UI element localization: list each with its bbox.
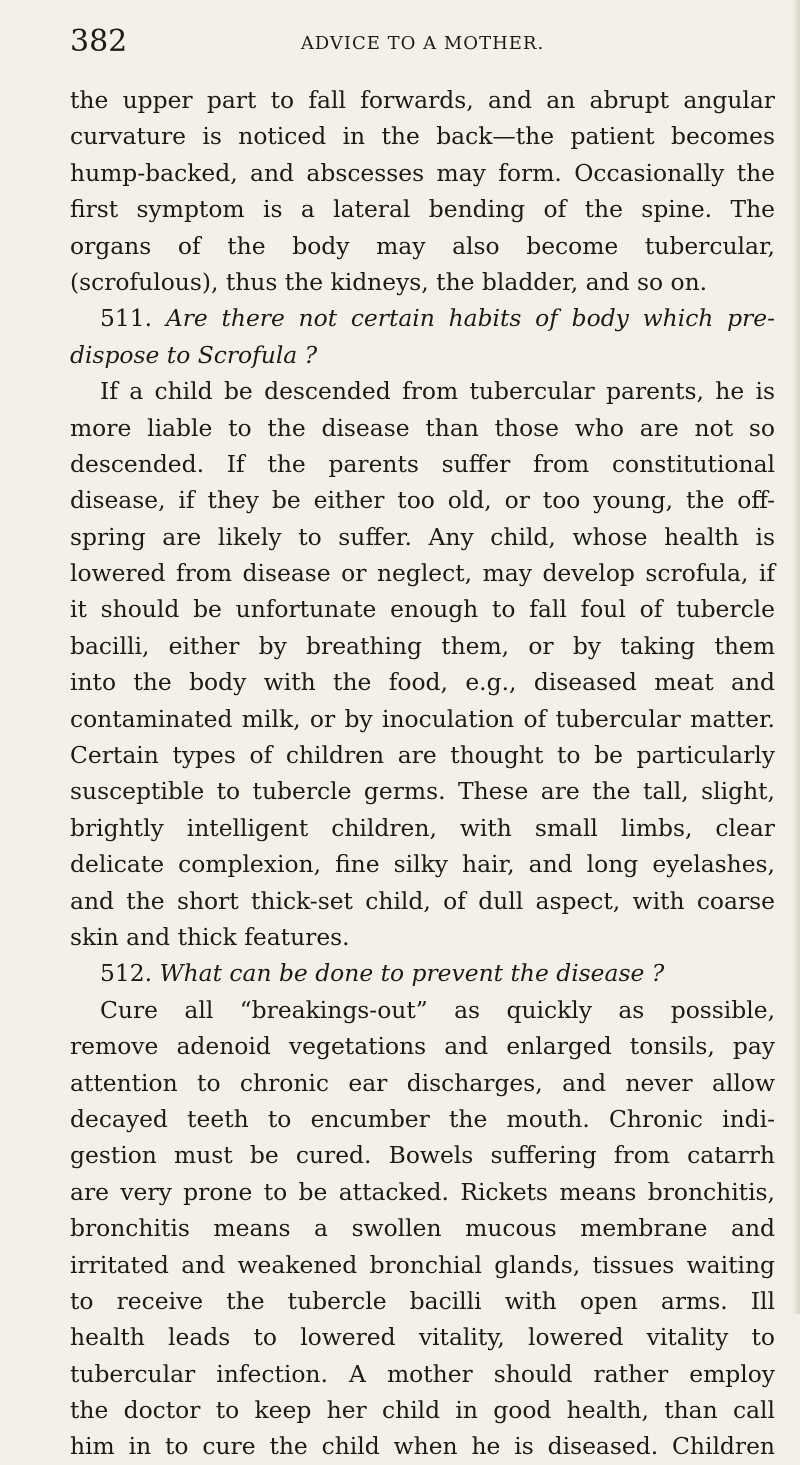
question-number: 512. — [100, 959, 153, 988]
question-line: dispose to Scrofula ? — [70, 340, 318, 369]
text-line: remove adenoid vegetations and enlarged tonsils, pay — [70, 1032, 775, 1061]
text-line: spring are likely to suffer. Any child, whose health is — [70, 522, 775, 551]
text-line: bacilli, either by breathing them, or by taking them — [70, 631, 775, 660]
text-line: descended. If the parents suffer from constitutional — [70, 449, 775, 478]
text-line: skin and thick features. — [70, 922, 350, 951]
text-line: the upper part to fall forwards, and an abrupt angular — [70, 86, 775, 114]
text-line: attention to chronic ear discharges, and never allow — [70, 1068, 775, 1097]
text-line: delicate complexion, fine silky hair, and long eyelashes, — [70, 850, 775, 879]
text-line: lowered from disease or neglect, may develop scrofula, if — [70, 559, 775, 588]
text-line: brightly intelligent children, with small limbs, clear — [70, 813, 775, 842]
text-line: into the body with the food, e.g., diseased meat and — [70, 668, 775, 697]
running-head: ADVICE TO A MOTHER. — [300, 33, 545, 54]
text-line: more liable to the disease than those who are not so — [70, 413, 775, 442]
question-text: Are there not certain habits of body which pre- — [165, 304, 775, 333]
text-line: to receive the tubercle bacilli with open arms. Ill — [70, 1286, 775, 1315]
page-edge-shadow — [792, 0, 800, 1314]
text-line: bronchitis means a swollen mucous membrane and — [70, 1214, 775, 1243]
text-line: curvature is noticed in the back—the patient becomes — [70, 122, 775, 151]
text-line: contaminated milk, or by inoculation of tubercular matter. — [70, 704, 775, 733]
text-line: disease, if they be either too old, or too young, the off- — [70, 486, 775, 515]
text-line: If a child be descended from tubercular parents, he is — [100, 377, 775, 406]
text-line: are very prone to be attacked. Rickets means bronchitis, — [70, 1177, 775, 1206]
text-line: Certain types of children are thought to be particularly — [70, 741, 775, 770]
text-line: organs of the body may also become tubercular, — [70, 231, 775, 260]
question-number: 511. — [100, 304, 153, 333]
page-number: 382 — [70, 24, 128, 59]
question-line — [70, 300, 775, 336]
text-line: irritated and weakened bronchial glands, tissues waiting — [70, 1250, 775, 1279]
page-body — [70, 82, 775, 1465]
page-header — [70, 22, 775, 62]
text-line: gestion must be cured. Bowels suffering from catarrh — [70, 1141, 775, 1170]
text-line: Cure all “breakings-out” as quickly as possible, — [100, 995, 775, 1024]
text-line: and the short thick-set child, of dull aspect, with coarse — [70, 886, 775, 915]
text-line: it should be unfortunate enough to fall foul of tubercle — [70, 595, 775, 624]
text-line: susceptible to tubercle germs. These are the tall, slight, — [70, 777, 775, 806]
text-line: the doctor to keep her child in good health, than call — [70, 1396, 775, 1425]
text-line: (scrofulous), thus the kidneys, the bladder, and so on. — [70, 267, 708, 296]
text-line: hump-backed, and abscesses may form. Occasionally the — [70, 158, 775, 187]
text-line: him in to cure the child when he is diseased. Children — [70, 1432, 775, 1461]
text-line: health leads to lowered vitality, lowered vitality to — [70, 1323, 775, 1352]
text-line: decayed teeth to encumber the mouth. Chronic indi- — [70, 1104, 775, 1133]
question-line — [70, 955, 775, 991]
question-text: What can be done to prevent the disease ? — [159, 959, 665, 988]
text-line: tubercular infection. A mother should rather employ — [70, 1359, 775, 1388]
text-line: first symptom is a lateral bending of the spine. The — [70, 195, 775, 224]
